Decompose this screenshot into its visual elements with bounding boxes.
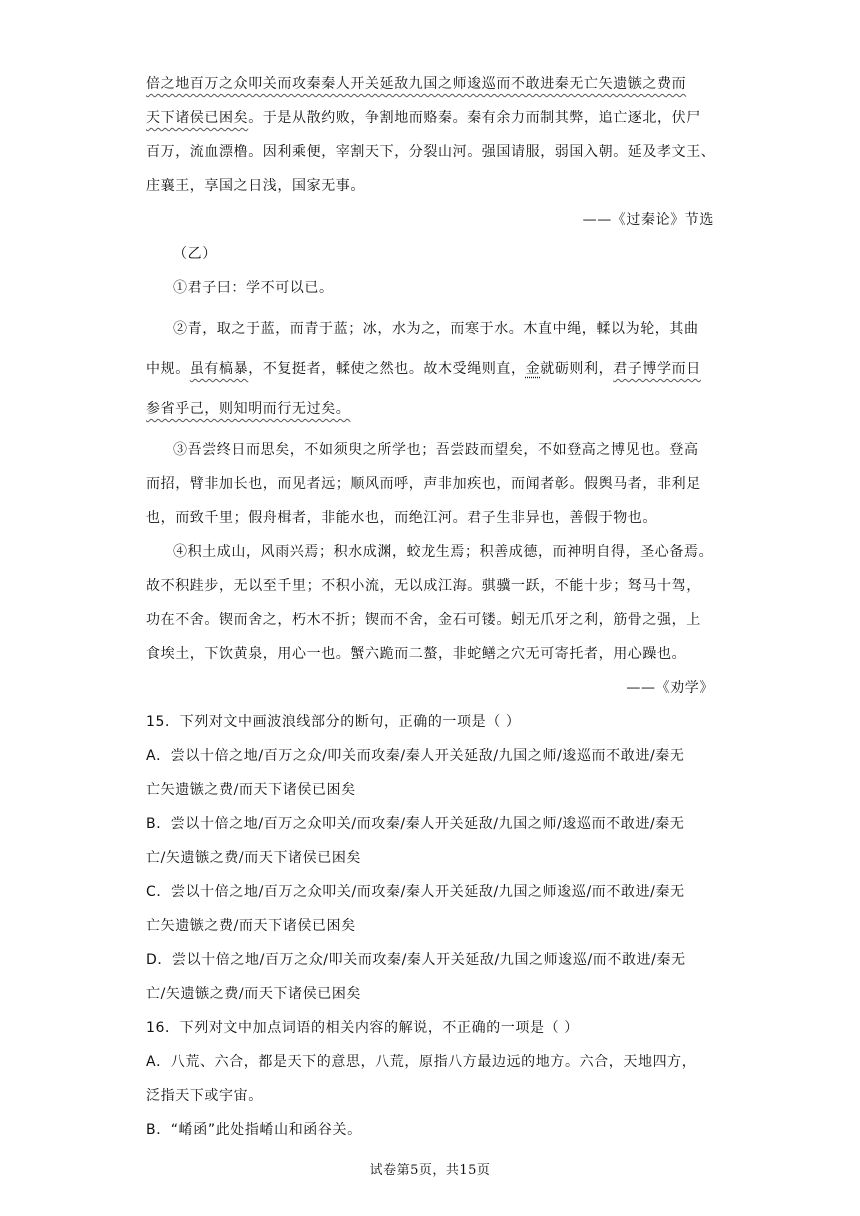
passage-jia-line-4: 庄襄王，享国之日浅，国家无事。 xyxy=(146,178,365,194)
question-15-option-b-line-2: 亡/矢遗镞之费/而天下诸侯已困矣 xyxy=(146,850,362,866)
text-run: 中规。 xyxy=(146,361,190,377)
passage-jia-line-2 xyxy=(146,107,716,127)
question-16-stem: 16．下列对文中加点词语的相关内容的解说，不正确的一项是（ ） xyxy=(146,1020,579,1036)
passage-yi-p3-line-1: ③吾尝终日而思矣，不如须臾之所学也；吾尝跂而望矣，不如登高之博见也。登高 xyxy=(173,442,699,458)
passage-yi-p4-line-2: 故不积跬步，无以至千里；不积小流，无以成江海。骐骥一跃，不能十步；驽马十驾， xyxy=(146,578,701,594)
passage-yi-p3-line-3: 也，而致千里；假舟楫者，非能水也，而绝江河。君子生非异也，善假于物也。 xyxy=(146,510,657,526)
question-15-option-c-line-1: C．尝以十倍之地/百万之众叩关/而攻秦/秦人开关延敌/九国之师逡巡/而不敢进/秦无 xyxy=(146,884,685,900)
question-15-option-a-line-2: 亡矢遗镞之费/而天下诸侯已困矣 xyxy=(146,782,356,798)
passage-jia-line-3: 百万，流血漂橹。因利乘便，宰割天下，分裂山河。强国请服，弱国入朝。延及孝文王、 xyxy=(146,144,716,160)
question-15-stem: 15．下列对文中画波浪线部分的断句，正确的一项是（ ） xyxy=(146,714,521,730)
question-16-option-b-line-1: B．“崤函”此处指崤山和函谷关。 xyxy=(146,1122,362,1138)
passage-jia-line-1: 倍之地百万之众叩关而攻秦秦人开关延敌九国之师逡巡而不敢进秦无亡矢遗镞之费而 xyxy=(146,76,687,92)
text-run: 。于是从散约败，争割地而赂秦。秦有余力而制其弊，追亡逐北，伏尸 xyxy=(248,110,701,126)
passage-yi-p4-line-3: 功在不舍。锲而舍之，朽木不折；锲而不舍，金石可镂。蚓无爪牙之利，筋骨之强，上 xyxy=(146,612,701,628)
wavy-underlined-text: 君子博学而日 xyxy=(613,361,701,377)
text-run: ，不复挺者，輮使之然也。故木受绳则直， xyxy=(248,361,526,377)
passage-jia-source: ——《过秦论》节选 xyxy=(582,212,714,228)
question-16-option-a-line-1: A．八荒、六合，都是天下的意思，八荒，原指八方最边远的地方。六合，天地四方， xyxy=(146,1054,697,1070)
wavy-underlined-text: 天下诸侯已困矣 xyxy=(146,110,249,126)
question-15-option-a-line-1: A．尝以十倍之地/百万之众/叩关而攻秦/秦人开关延敌/九国之师/逡巡而不敢进/秦无 xyxy=(146,748,685,764)
text-run: 就砺则利， xyxy=(540,361,614,377)
passage-yi-p1: ①君子曰：学不可以已。 xyxy=(173,280,334,296)
wavy-underlined-text: 虽有槁暴 xyxy=(189,361,249,377)
passage-yi-label: （乙） xyxy=(173,246,217,262)
page-footer: 试卷第5页，共15页 xyxy=(369,1163,491,1178)
passage-yi-p2-line-1: ②青，取之于蓝，而青于蓝；冰，水为之，而寒于水。木直中绳，輮以为轮，其曲 xyxy=(173,321,699,337)
passage-yi-p3-line-2: 而招，臂非加长也，而见者远；顺风而呼，声非加疾也，而闻者彰。假舆马者，非利足 xyxy=(146,476,701,492)
passage-yi-p2-line-2 xyxy=(146,358,716,378)
question-16-option-a-line-2: 泛指天下或宇宙。 xyxy=(146,1088,263,1104)
passage-yi-source: ——《劝学》 xyxy=(626,680,714,696)
passage-yi-p2-line-3: 参省乎己，则知明而行无过矣。 xyxy=(146,401,351,417)
question-15-option-d-line-2: 亡/矢遗镞之费/而天下诸侯已困矣 xyxy=(146,986,362,1002)
dotted-word: 金 xyxy=(525,361,541,377)
passage-yi-p4-line-4: 食埃土，下饮黄泉，用心一也。蟹六跪而二螯，非蛇鳝之穴无可寄托者，用心躁也。 xyxy=(146,646,687,662)
question-15-option-c-line-2: 亡矢遗镞之费/而天下诸侯已困矣 xyxy=(146,918,356,934)
passage-yi-p4-line-1: ④积土成山，风雨兴焉；积水成渊，蛟龙生焉；积善成德，而神明自得，圣心备焉。 xyxy=(173,544,714,560)
question-15-option-d-line-1: D．尝以十倍之地/百万之众/叩关而攻秦/秦人开关延敌/九国之师逡巡/而不敢进/秦无 xyxy=(146,952,686,968)
question-15-option-b-line-1: B．尝以十倍之地/百万之众叩关/而攻秦/秦人开关延敌/九国之师/逡巡而不敢进/秦无 xyxy=(146,816,685,832)
